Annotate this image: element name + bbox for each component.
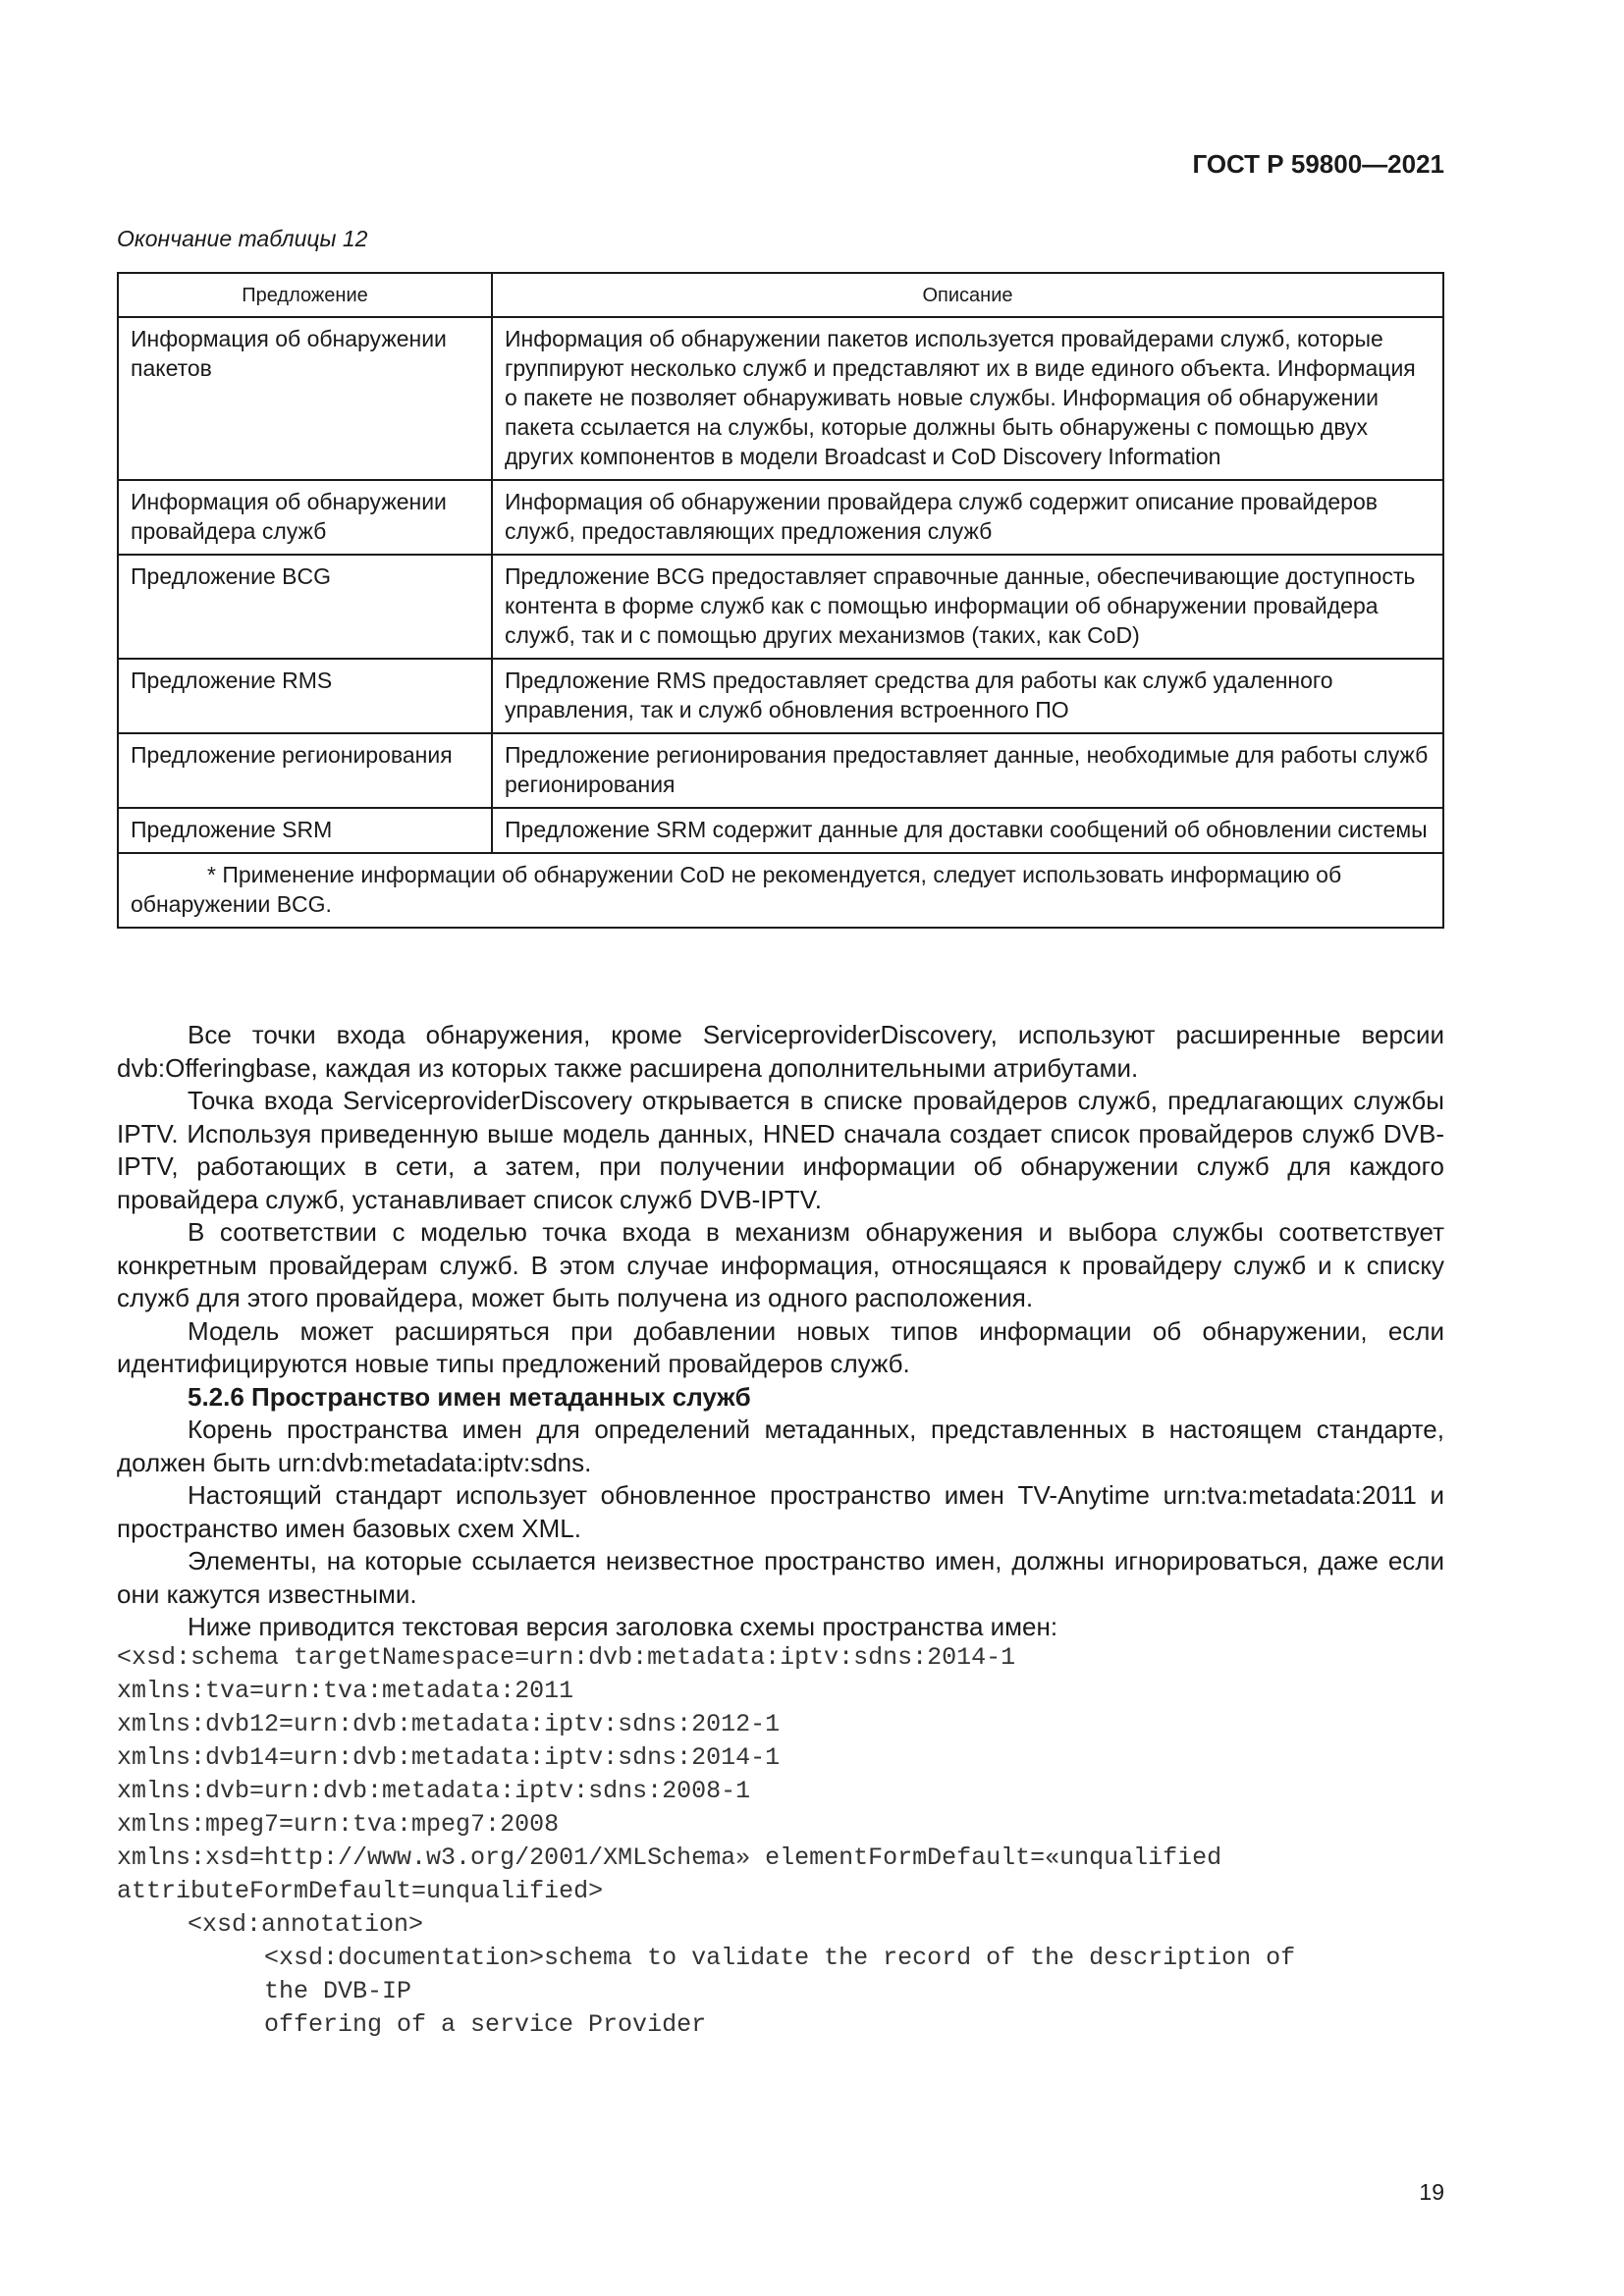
code-line: xmlns:xsd=http://www.w3.org/2001/XMLSchema» elementFormDefault=«unqualified: [117, 1843, 1222, 1872]
offerings-table: [117, 272, 1444, 929]
column-header-description: Описание: [492, 273, 1443, 317]
offering-name: Предложение регионирования: [118, 733, 492, 808]
offering-description: Информация об обнаружении провайдера служб содержит описание провайдеров служб, предоставляющих предложения служб: [492, 480, 1443, 555]
table-row: [118, 808, 1443, 853]
code-line: attributeFormDefault=unqualified>: [117, 1877, 604, 1905]
paragraph: Настоящий стандарт использует обновленное пространство имен TV-Anytime urn:tva:metadata:2011 и пространство имен базовых схем XML.: [117, 1480, 1444, 1543]
paragraph: Модель может расширяться при добавлении новых типов информации об обнаружении, если идентифицируются новые типы предложений провайдеров служб.: [117, 1315, 1444, 1378]
offering-description: Предложение RMS предоставляет средства для работы как служб удаленного управления, так и служб обновления встроенного ПО: [492, 659, 1443, 733]
paragraph: Корень пространства имен для определений метаданных, представленных в настоящем стандарте, должен быть urn:dvb:metadata:iptv:sdns.: [117, 1415, 1444, 1477]
code-line: <xsd:annotation>: [188, 1910, 424, 1939]
table-row: [118, 733, 1443, 808]
code-line: <xsd:schema targetNamespace=urn:dvb:metadata:iptv:sdns:2014-1: [117, 1643, 1016, 1672]
paragraph: Все точки входа обнаружения, кроме ServiceproviderDiscovery, используют расширенные версии dvb:Offeringbase, каждая из которых также расширена дополнительными атрибутами.: [117, 1020, 1444, 1083]
table-row: [118, 317, 1443, 480]
offering-name: Предложение RMS: [118, 659, 492, 733]
code-line: offering of a service Provider: [264, 2010, 707, 2039]
code-line: xmlns:tva=urn:tva:metadata:2011: [117, 1677, 574, 1705]
code-line: xmlns:dvb14=urn:dvb:metadata:iptv:sdns:2014-1: [117, 1743, 781, 1772]
offering-name: Информация об обнаружении пакетов: [118, 317, 492, 480]
code-line: <xsd:documentation>schema to validate the record of the description of: [264, 1944, 1296, 1972]
table-header-row: [118, 273, 1443, 317]
code-line: xmlns:dvb12=urn:dvb:metadata:iptv:sdns:2012-1: [117, 1710, 781, 1738]
table-row: [118, 480, 1443, 555]
table-row: [118, 659, 1443, 733]
offering-description: Предложение BCG предоставляет справочные данные, обеспечивающие доступность контента в форме служб как с помощью информации об обнаружении провайдера служб, так и с помощью других механизмов (таких, как CoD): [492, 555, 1443, 659]
paragraph: Элементы, на которые ссылается неизвестное пространство имен, должны игнорироваться, даже если они кажутся известными.: [117, 1546, 1444, 1609]
paragraph: Точка входа ServiceproviderDiscovery открывается в списке провайдеров служб, предлагающих службы IPTV. Используя приведенную выше модель данных, HNED сначала создает список провайдеров служб DVB-IPTV, работающих в сети, а затем, при получении информации об обнаружении служб для каждого провайдера служб, устанавливает список служб DVB-IPTV.: [117, 1086, 1444, 1214]
offering-description: Информация об обнаружении пакетов используется провайдерами служб, которые группируют несколько служб и представляют их в виде единого объекта. Информация о пакете не позволяет обнаруживать новые службы. Информация об обнаружении пакета ссылается на службы, которые должны быть обнаружены с помощью двух других компонентов в модели Broadcast и CoD Discovery Information: [492, 317, 1443, 480]
page-number: 19: [1419, 2179, 1444, 2205]
paragraph: Ниже приводится текстовая версия заголовка схемы пространства имен:: [188, 1612, 1058, 1641]
xml-code-block: [117, 1641, 1444, 2042]
table-caption: Окончание таблицы 12: [117, 226, 368, 251]
code-line: the DVB-IP: [264, 1977, 412, 2005]
table-footnote: * Применение информации об обнаружении CoD не рекомендуется, следует использовать информацию об обнаружении BCG.: [118, 853, 1443, 928]
table-row: [118, 555, 1443, 659]
offering-description: Предложение SRM содержит данные для доставки сообщений об обновлении системы: [492, 808, 1443, 853]
code-line: xmlns:dvb=urn:dvb:metadata:iptv:sdns:2008-1: [117, 1777, 751, 1805]
offering-description: Предложение регионирования предоставляет данные, необходимые для работы служб регионирования: [492, 733, 1443, 808]
offering-name: Предложение BCG: [118, 555, 492, 659]
column-header-offering: Предложение: [118, 273, 492, 317]
code-line: xmlns:mpeg7=urn:tva:mpeg7:2008: [117, 1810, 560, 1839]
body-text: [117, 1019, 1444, 1644]
section-heading: 5.2.6 Пространство имен метаданных служб: [188, 1381, 751, 1412]
document-code: ГОСТ Р 59800—2021: [1192, 149, 1444, 179]
offering-name: Предложение SRM: [118, 808, 492, 853]
paragraph: В соответствии с моделью точка входа в механизм обнаружения и выбора службы соответствует конкретным провайдерам служб. В этом случае информация, относящаяся к провайдеру служб и к списку служб для этого провайдера, может быть получена из одного расположения.: [117, 1217, 1444, 1312]
offering-name: Информация об обнаружении провайдера служб: [118, 480, 492, 555]
table-footnote-row: [118, 853, 1443, 928]
